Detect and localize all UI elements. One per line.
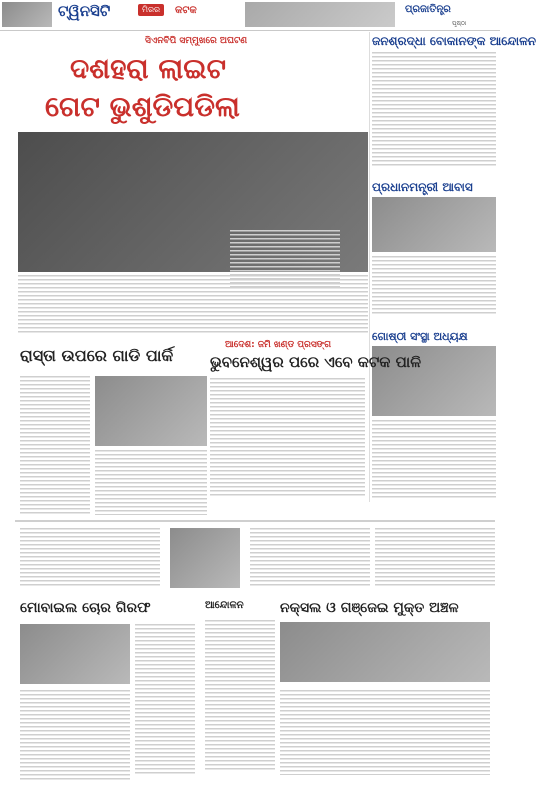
- bhubaneswar-kicker: ଆଦେଶ: ଜମି ଖଣ୍ଡ ପ୍ରସଙ୍ଗ: [225, 340, 332, 350]
- mobile-photo: [20, 624, 130, 684]
- side3-headline: ଗୋଷ୍ଠୀ ସଂସ୍ଥା ଅଧ୍ୟକ୍ଷ: [372, 330, 468, 343]
- section-divider: [15, 520, 495, 522]
- mobile-text: [20, 690, 130, 780]
- bottom-main-text: [280, 690, 490, 775]
- main-headline-1: ଦଶହରା ଲାଇଟ: [70, 52, 226, 85]
- masthead-badge: ମିରର: [138, 4, 164, 16]
- masthead-banner-image: [245, 2, 395, 27]
- bhubaneswar-text: [210, 378, 365, 498]
- side3-text: [372, 420, 496, 500]
- masthead: [0, 0, 500, 31]
- parking-headline: ରାସ୍ତା ଉପରେ ଗାଡି ପାର୍କି: [20, 346, 174, 365]
- bottom-main-photo: [280, 622, 490, 682]
- bottom-small-headline: ଆନ୍ଦୋଳନ: [205, 600, 244, 611]
- parking-photo: [95, 376, 207, 446]
- center-text: [230, 230, 340, 290]
- masthead-title: ଟ୍ୱିନସିଟି: [58, 2, 111, 20]
- main-kicker: ସିଏନବିପି ସମ୍ମୁଖରେ ଅଘଟଣ: [145, 36, 248, 46]
- bottom-right-text: [375, 528, 495, 588]
- bottom-middle-text: [250, 528, 370, 588]
- parking-text-left: [20, 376, 90, 516]
- side1-text: [372, 52, 496, 167]
- mobile-headline: ମୋବାଇଲ ଚୋର ଗିରଫ: [20, 600, 151, 616]
- page-label: ପୃଷ୍ଠା: [452, 20, 467, 27]
- bottom-small-photo: [170, 528, 240, 588]
- mobile-text-2: [135, 624, 195, 774]
- side2-photo: [372, 197, 496, 252]
- side1-headline: ଜନଶ୍ରଦ୍ଧା ବୋକାନଙ୍କ ଆନ୍ଦୋଳନ: [372, 34, 536, 48]
- bottom-left-text: [20, 528, 160, 588]
- main-story: [25, 32, 375, 52]
- masthead-logo-image: [2, 2, 52, 27]
- parking-text-right: [95, 450, 207, 515]
- side2-text: [372, 256, 496, 316]
- main-headline-2: ଗେଟ ଭୁଶୁଡିପଡିଲା: [45, 90, 240, 123]
- column-divider: [369, 32, 370, 502]
- bhubaneswar-headline: ଭୁବନେଶ୍ୱର ପରେ ଏବେ କଟକ ପାଳି: [210, 353, 422, 371]
- side2-headline: ପ୍ରଧାନମନ୍ତ୍ରୀ ଆବାସ: [372, 180, 473, 194]
- masthead-brand: ପ୍ରଜାତିନ୍ତ୍ର: [405, 4, 451, 15]
- masthead-city: କଟକ: [175, 5, 197, 16]
- bottom-small-text: [205, 620, 275, 770]
- bottom-main-headline: ନକ୍ସଲ ଓ ଗଞ୍ଜେଇ ମୁକ୍ତ ଅଞ୍ଚଳ: [280, 600, 459, 616]
